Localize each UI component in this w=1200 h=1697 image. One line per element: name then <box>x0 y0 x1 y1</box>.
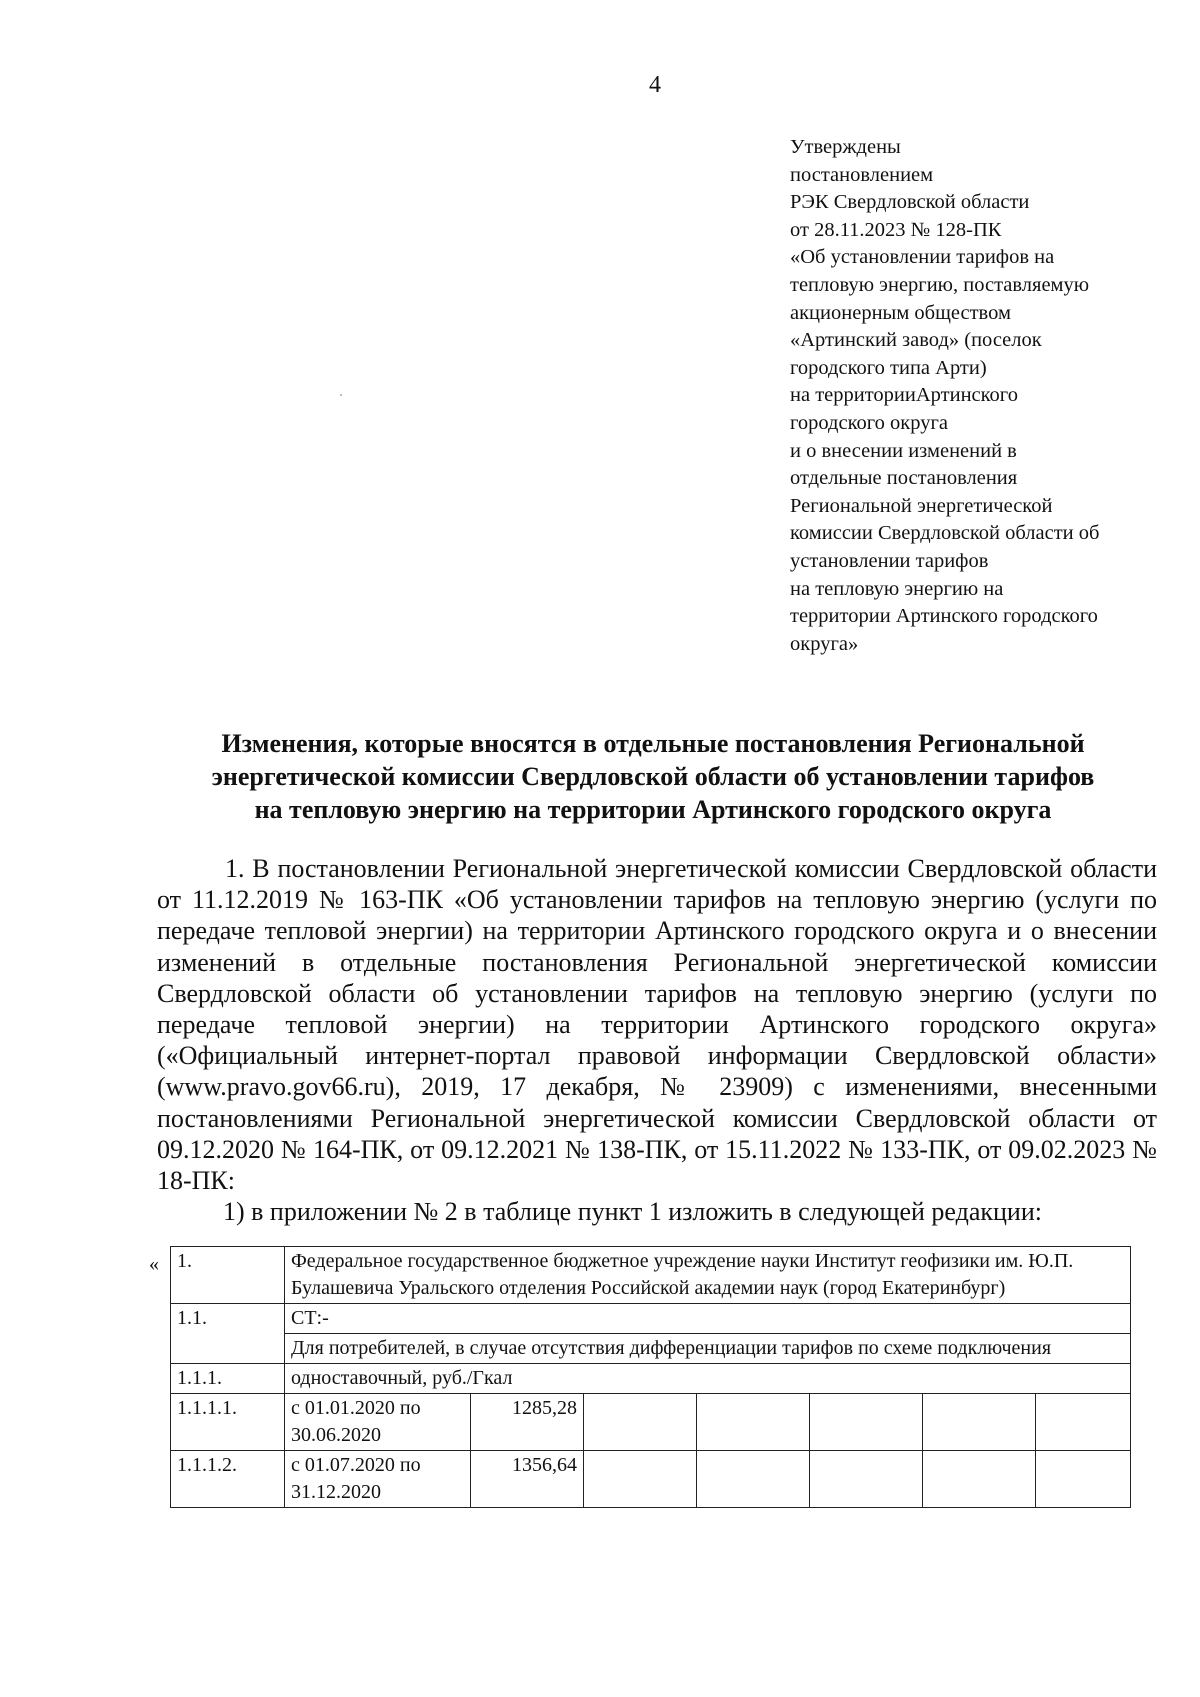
approval-line: от 28.11.2023 № 128-ПК <box>790 218 1002 241</box>
tariff-value: 1285,28 <box>471 1394 584 1451</box>
approval-line: «Артинский завод» (поселок <box>790 329 1042 352</box>
row-number: 1.1.1. <box>171 1364 285 1394</box>
empty-cell <box>923 1451 1036 1508</box>
heading-line: Изменения, которые вносятся в отдельные постановления Региональной <box>221 729 1085 758</box>
empty-cell <box>584 1451 697 1508</box>
consumer-category: Для потребителей, в случае отсутствия дифференциации тарифов по схеме подключения <box>285 1334 1131 1364</box>
table-row <box>171 1451 1131 1508</box>
approval-line: отдельные постановления <box>790 467 1018 490</box>
approval-block <box>790 134 1190 658</box>
empty-cell <box>697 1394 810 1451</box>
approval-line: на территорииАртинского <box>790 384 1018 407</box>
approval-line: «Об установлении тарифов на <box>790 246 1055 269</box>
empty-cell <box>697 1451 810 1508</box>
table-row <box>171 1247 1131 1304</box>
approval-line: акционерным обществом <box>790 301 1011 324</box>
table-quote-mark: « <box>149 1253 159 1275</box>
approval-line: РЭК Свердловской области <box>790 191 1030 214</box>
empty-cell <box>584 1394 697 1451</box>
empty-cell <box>923 1394 1036 1451</box>
table-row <box>171 1304 1131 1334</box>
heading-line: на тепловую энергию на территории Артинского городского округа <box>254 795 1052 824</box>
approval-line: округа» <box>790 632 859 655</box>
system-label: СТ:- <box>285 1304 1131 1334</box>
approval-line: Утверждены <box>790 136 901 158</box>
approval-line: установлении тарифов <box>790 549 989 572</box>
table-row <box>171 1364 1131 1394</box>
empty-cell <box>1036 1394 1131 1451</box>
empty-cell <box>1036 1451 1131 1508</box>
page-number: 4 <box>649 72 661 98</box>
approval-line: постановлением <box>790 163 934 186</box>
table-row <box>171 1394 1131 1451</box>
subitem-1: 1) в приложении № 2 в таблице пункт 1 изложить в следующей редакции: <box>223 1197 1042 1227</box>
row-number: 1.1.1.2. <box>171 1451 285 1508</box>
empty-cell <box>810 1394 923 1451</box>
approval-line: Региональной энергетической <box>790 494 1053 517</box>
paragraph-1: 1. В постановлении Региональной энергетической комиссии Свердловской области от 11.12.2019 № 163-ПК «Об установлении тарифов на тепловую энергию (услуги по передаче тепловой энергии) на территории Артинского городского округа и о внесении изменений в отдельные постановления Региональной энергетической комиссии Свердловской области об установлении тарифов на тепловую энергию (услуги по передаче тепловой энергии) на территории Артинского городского округа» («Официальный интернет-портал правовой информации Свердловской области» (www.pravo.gov66.ru), 2019, 17 декабря, № 23909) с изменениями, внесенными постановлениями Региональной энергетической комиссии Свердловской области от 09.12.2020 № 164-ПК, от 09.12.2021 № 138-ПК, от 15.11.2022 № 133-ПК, от 09.02.2023 № 18-ПК: <box>157 854 1157 1196</box>
tariff-table <box>170 1246 1131 1508</box>
period-cell: с 01.07.2020 по 31.12.2020 <box>285 1451 471 1508</box>
approval-line: городского округа <box>790 411 948 434</box>
approval-line: комиссии Свердловской области об <box>790 522 1100 545</box>
table-row <box>171 1334 1131 1364</box>
empty-cell <box>810 1451 923 1508</box>
body-text <box>157 853 1157 1227</box>
row-number: 1. <box>171 1247 285 1304</box>
row-number: 1.1. <box>171 1304 285 1364</box>
tariff-value: 1356,64 <box>471 1451 584 1508</box>
document-heading <box>150 727 1156 826</box>
tariff-type: одноставочный, руб./Гкал <box>285 1364 1131 1394</box>
row-number: 1.1.1.1. <box>171 1394 285 1451</box>
organization-name: Федеральное государственное бюджетное учреждение науки Институт геофизики им. Ю.П. Булашевича Уральского отделения Российской академии наук (город Екатеринбург) <box>285 1247 1131 1304</box>
approval-line: территории Артинского городского <box>790 605 1098 628</box>
approval-line: на тепловую энергию на <box>790 577 1004 600</box>
period-cell: с 01.01.2020 по 30.06.2020 <box>285 1394 471 1451</box>
scan-speck <box>340 394 342 396</box>
heading-line: энергетической комиссии Свердловской области об установлении тарифов <box>211 762 1095 791</box>
approval-line: и о внесении изменений в <box>790 439 1017 462</box>
approval-line: городского типа Арти) <box>790 356 987 379</box>
approval-line: тепловую энергию, поставляемую <box>790 273 1090 296</box>
